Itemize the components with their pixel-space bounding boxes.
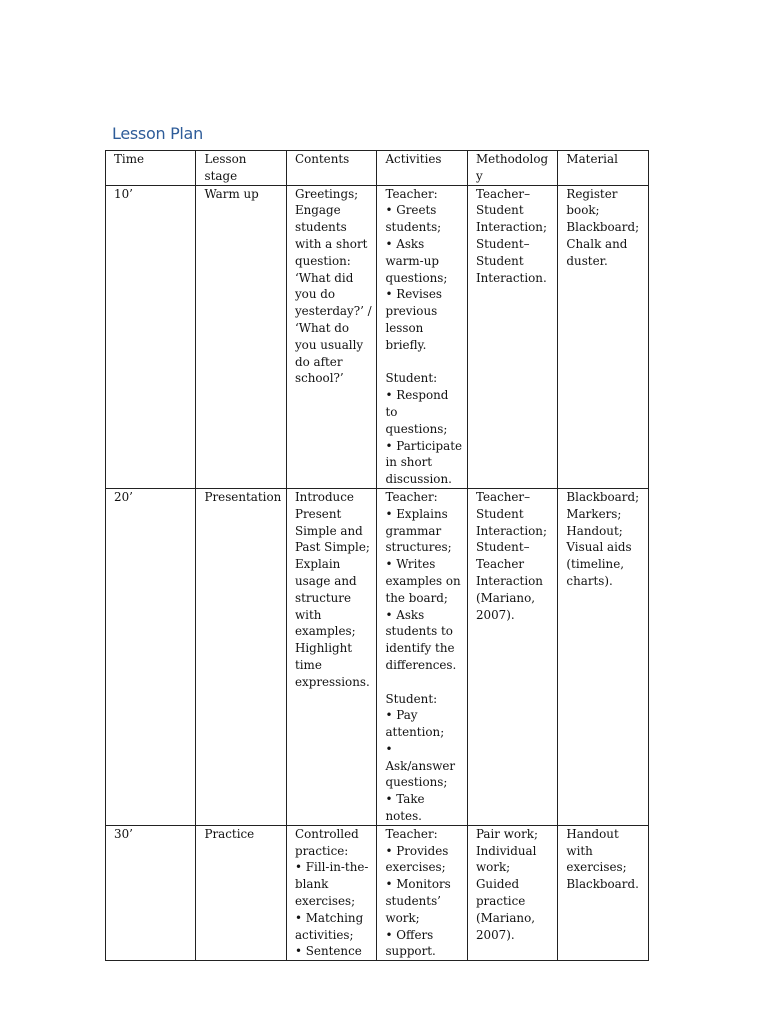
cell-line: • Participate: [385, 438, 463, 453]
cell-line: • Provides: [385, 843, 449, 858]
cell-line: students to: [385, 624, 453, 639]
cell-line: attention;: [385, 725, 445, 740]
cell-lesson-stage: Warm up: [196, 185, 286, 488]
header-activities: Activities: [377, 151, 467, 186]
cell-methodology: [467, 185, 557, 488]
cell-line: Introduce: [294, 489, 354, 504]
cell-line: Present: [294, 506, 342, 521]
header-methodology: Methodolog y: [467, 151, 557, 186]
cell-line: Explain: [294, 557, 341, 572]
cell-line: expressions.: [294, 674, 370, 689]
cell-activities: [377, 185, 467, 488]
cell-time: 20’: [106, 488, 196, 825]
cell-line: Register: [566, 186, 618, 201]
cell-line: Blackboard;: [566, 220, 640, 235]
cell-line: work;: [475, 860, 511, 875]
cell-line: Individual: [475, 843, 537, 858]
cell-line: • Respond to: [385, 388, 449, 419]
cell-line: students’: [385, 894, 441, 909]
cell-line: Student–: [475, 540, 530, 555]
cell-line: questions;: [385, 270, 448, 285]
cell-line: with a short: [294, 236, 368, 251]
cell-line: students: [294, 220, 347, 235]
cell-line: usage and: [294, 573, 357, 588]
cell-line: you do: [294, 287, 336, 302]
cell-line: Ask/answer: [385, 758, 456, 773]
cell-line: Blackboard.: [566, 877, 639, 892]
cell-line: [385, 354, 462, 371]
cell-line: (Mariano,: [475, 590, 536, 605]
cell-line: examples on: [385, 573, 461, 588]
cell-line: Teacher:: [385, 826, 438, 841]
header-time: Time: [106, 151, 196, 186]
cell-line: Pair work;: [475, 826, 538, 841]
cell-line: exercises;: [566, 860, 627, 875]
cell-line: •: [385, 741, 393, 756]
cell-line: • Sentence: [294, 944, 362, 959]
cell-line: Student:: [385, 371, 438, 386]
cell-line: Teacher:: [385, 186, 438, 201]
cell-line: ‘What do: [294, 320, 350, 335]
cell-line: lesson: [385, 320, 424, 335]
cell-line: discussion.: [385, 472, 452, 487]
cell-line: Student: [475, 506, 524, 521]
cell-methodology: [467, 825, 557, 960]
cell-line: Controlled: [294, 826, 359, 841]
cell-line: Engage: [294, 203, 341, 218]
cell-line: [385, 674, 462, 691]
cell-line: • Asks: [385, 607, 425, 622]
table-header-row: [106, 151, 649, 186]
cell-line: • Greets: [385, 203, 437, 218]
cell-line: time: [294, 657, 322, 672]
cell-line: do after: [294, 354, 343, 369]
cell-line: in short: [385, 455, 433, 470]
cell-line: the board;: [385, 590, 448, 605]
cell-material: [558, 185, 649, 488]
cell-line: Highlight: [294, 641, 353, 656]
cell-activities: [377, 488, 467, 825]
cell-line: structures;: [385, 540, 452, 555]
cell-line: Teacher–: [475, 186, 531, 201]
cell-line: • Matching: [294, 910, 364, 925]
cell-line: • Explains: [385, 506, 448, 521]
cell-line: Handout: [566, 826, 619, 841]
cell-line: practice: [475, 894, 526, 909]
cell-contents: [286, 825, 376, 960]
cell-line: Markers;: [566, 506, 622, 521]
cell-line: Guided: [475, 877, 520, 892]
cell-line: examples;: [294, 624, 356, 639]
cell-line: practice:: [294, 843, 349, 858]
cell-line: 2007).: [475, 607, 515, 622]
cell-line: • Fill-in-the-: [294, 860, 369, 875]
cell-line: Handout;: [566, 523, 623, 538]
header-contents: Contents: [286, 151, 376, 186]
cell-line: • Writes: [385, 557, 436, 572]
cell-line: Past Simple;: [294, 540, 370, 555]
cell-line: Teacher: [475, 557, 525, 572]
header-lesson-stage: Lesson stage: [196, 151, 286, 186]
cell-line: Visual aids: [566, 540, 632, 555]
cell-line: Teacher:: [385, 489, 438, 504]
cell-line: yesterday?’ /: [294, 304, 372, 319]
cell-line: previous: [385, 304, 438, 319]
cell-line: warm-up: [385, 253, 439, 268]
cell-line: briefly.: [385, 337, 427, 352]
cell-line: Teacher–: [475, 489, 531, 504]
cell-line: ‘What did: [294, 270, 354, 285]
cell-line: work;: [385, 910, 420, 925]
cell-line: activities;: [294, 927, 354, 942]
cell-line: • Take notes.: [385, 792, 425, 824]
cell-line: questions;: [385, 421, 448, 436]
cell-line: you usually: [294, 337, 364, 352]
cell-line: Interaction;: [475, 523, 547, 538]
cell-line: identify the: [385, 641, 455, 656]
cell-line: exercises;: [385, 860, 446, 875]
cell-line: Blackboard;: [566, 489, 640, 504]
cell-line: school?’: [294, 371, 344, 386]
cell-line: 2007).: [475, 927, 515, 942]
cell-line: Student–: [475, 236, 530, 251]
cell-lesson-stage: Practice: [196, 825, 286, 960]
cell-contents: [286, 488, 376, 825]
cell-line: Interaction;: [475, 220, 547, 235]
cell-contents: [286, 185, 376, 488]
cell-line: exercises;: [294, 894, 356, 909]
document-title: Lesson Plan: [112, 124, 203, 143]
cell-line: questions;: [385, 775, 448, 790]
cell-line: question:: [294, 253, 351, 268]
lesson-plan-table: [105, 150, 649, 961]
cell-line: grammar: [385, 523, 442, 538]
cell-line: differences.: [385, 657, 457, 672]
cell-line: blank: [294, 877, 329, 892]
cell-lesson-stage: Presentation: [196, 488, 286, 825]
cell-line: Chalk and: [566, 236, 628, 251]
cell-material: [558, 488, 649, 825]
cell-material: [558, 825, 649, 960]
table-body: [106, 185, 649, 961]
cell-line: • Monitors: [385, 877, 451, 892]
cell-line: with: [294, 607, 322, 622]
cell-line: Student: [475, 253, 524, 268]
cell-line: • Asks: [385, 236, 425, 251]
cell-line: structure: [294, 590, 352, 605]
cell-activities: [377, 825, 467, 960]
cell-line: Student: [475, 203, 524, 218]
cell-time: 30’: [106, 825, 196, 960]
cell-line: charts).: [566, 573, 613, 588]
table-row: [106, 825, 649, 960]
cell-line: with: [566, 843, 593, 858]
table-row: [106, 185, 649, 488]
cell-line: book;: [566, 203, 600, 218]
cell-methodology: [467, 488, 557, 825]
cell-line: Greetings;: [294, 186, 359, 201]
header-material: Material: [558, 151, 649, 186]
cell-line: support.: [385, 944, 436, 959]
cell-line: • Offers: [385, 927, 434, 942]
cell-line: • Revises: [385, 287, 442, 302]
cell-line: Student:: [385, 691, 438, 706]
cell-line: Simple and: [294, 523, 363, 538]
cell-line: (Mariano,: [475, 910, 536, 925]
table-row: [106, 488, 649, 825]
cell-line: duster.: [566, 253, 608, 268]
cell-time: 10’: [106, 185, 196, 488]
cell-line: students;: [385, 220, 442, 235]
cell-line: • Pay: [385, 708, 418, 723]
cell-line: Interaction.: [475, 270, 547, 285]
cell-line: Interaction: [475, 573, 543, 588]
cell-line: (timeline,: [566, 557, 625, 572]
